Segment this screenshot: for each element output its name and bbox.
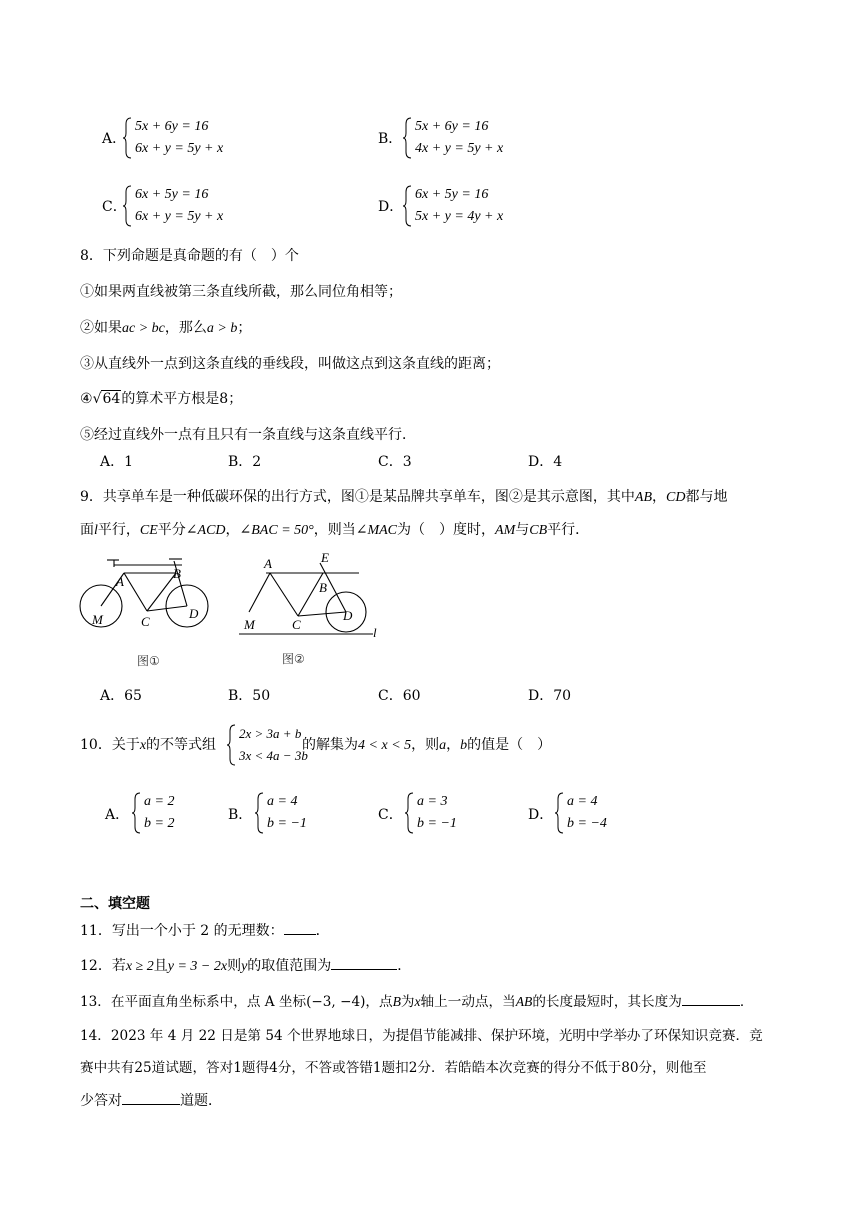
q9-option-a: A．65 — [100, 688, 142, 704]
q10-option-d-system — [555, 791, 625, 835]
q9-mac: ∠MAC — [355, 523, 398, 538]
q10-a: a — [439, 738, 447, 753]
q8-option-a: A．1 — [100, 454, 134, 470]
q10-option-c-eq2: b = −1 — [417, 816, 457, 831]
q9-ab: AB — [634, 490, 653, 505]
fig2-label-l: l — [373, 625, 377, 640]
q9-option-b: B．50 — [228, 688, 271, 704]
q10-post2: ，则 — [411, 737, 440, 753]
q11-answer-blank[interactable] — [284, 920, 316, 935]
q13-mid1: ，点 — [365, 994, 393, 1010]
q12-var: y — [241, 959, 248, 974]
q8-s2-pre: ②如果 — [80, 320, 122, 336]
fig1-label-c: C — [141, 614, 150, 629]
q11 — [80, 920, 330, 941]
brace-icon — [403, 184, 413, 228]
q13-answer-blank[interactable] — [682, 991, 740, 1006]
figure-2-caption: 图② — [282, 652, 305, 666]
q13-mid3: 轴上一动点，当 — [420, 994, 516, 1010]
q10-option-b-letter: B． — [228, 807, 253, 823]
q9-l2-e: ，则当 — [313, 522, 356, 538]
q9-l2-g: 与 — [515, 522, 530, 538]
q7-option-d-eq2: 5x + y = 4y + x — [415, 209, 504, 224]
q8-s4-pre: ④ — [80, 391, 93, 407]
figure-2-diagram — [236, 550, 386, 642]
q10-mid: 的不等式组 — [146, 737, 217, 753]
q12-answer-blank[interactable] — [331, 955, 397, 970]
q10-solution: 4 < x < 5 — [358, 738, 412, 753]
q9-cb: CB — [529, 523, 548, 538]
q13 — [80, 991, 753, 1012]
fig1-label-d: D — [189, 606, 199, 621]
q9-cd: CD — [666, 490, 686, 505]
brace-icon — [123, 116, 133, 160]
q10-option-b-eq1: a = 4 — [267, 794, 298, 809]
fig2-label-b: B — [319, 580, 327, 595]
q10-option-c-letter: C． — [378, 807, 403, 823]
q9-line-1 — [80, 487, 727, 508]
q13-coord: (−3, −4) — [306, 994, 366, 1010]
q9-l2-a: 面 — [80, 522, 94, 538]
q8-stem: 8．下列命题是真命题的有（ ）个 — [80, 248, 299, 264]
q9-l2-d: ， — [225, 522, 240, 538]
brace-icon — [227, 723, 237, 767]
q14-line-2: 赛中共有25道试题，答对1题得4分，不答或答错1题扣2分．若皓皓本次竞赛的得分不低于80分，则他至 — [80, 1060, 707, 1076]
q7-option-d-letter: D． — [378, 199, 404, 215]
q10-sep: ， — [446, 737, 461, 753]
sqrt-symbol: √64 — [92, 391, 121, 407]
q13-end: ． — [739, 994, 754, 1010]
q7-option-b-eq1: 5x + 6y = 16 — [415, 119, 489, 134]
q11-text: 11．写出一个小于 2 的无理数： — [80, 923, 284, 939]
q10-eq1: 2x > 3a + b — [239, 726, 302, 741]
brace-icon — [403, 116, 413, 160]
q10-option-b-eq2: b = −1 — [267, 816, 307, 831]
q8-statement-2 — [80, 318, 251, 339]
q12-mid2: 则 — [227, 958, 242, 974]
q12-func: y = 3 − 2x — [167, 959, 228, 974]
q9-am: AM — [495, 523, 516, 538]
q7-option-c-letter: C． — [102, 199, 127, 215]
q7-option-b-letter: B． — [378, 131, 403, 147]
q11-end: ． — [315, 923, 330, 939]
fig2-label-d: D — [343, 608, 353, 623]
q8-s2-end: ； — [237, 320, 252, 336]
q12-cond: x ≥ 2 — [125, 959, 154, 974]
q10-b: b — [460, 738, 468, 753]
q7-option-b-system — [403, 116, 553, 160]
q12-pre: 12．若 — [80, 958, 126, 974]
q10-pre: 10．关于 — [80, 737, 140, 753]
q13-mid4: 的长度最短时，其长度为 — [532, 994, 682, 1010]
fig2-label-a: A — [264, 556, 272, 571]
q10-option-a-eq2: b = 2 — [144, 816, 175, 831]
q9-l1-text: 9．共享单车是一种低碳环保的出行方式，图①是某品牌共享单车，图②是其示意图，其中 — [80, 489, 635, 505]
q8-statement-5: ⑤经过直线外一点有且只有一条直线与这条直线平行． — [80, 427, 416, 443]
fig1-label-m: M — [92, 612, 103, 627]
q14-end: 道题． — [180, 1093, 222, 1109]
q8-statement-1: ①如果两直线被第三条直线所截，那么同位角相等； — [80, 284, 402, 300]
q7-option-d-system — [403, 184, 553, 228]
q12-mid3: 的取值范围为 — [247, 958, 332, 974]
q10-post1: 的解集为 — [302, 737, 359, 753]
q8-statement-4 — [80, 389, 242, 409]
brace-icon — [255, 791, 265, 835]
q12-mid1: 且 — [153, 958, 168, 974]
q10-option-d-eq2: b = −4 — [567, 816, 607, 831]
q9-l1-end: 都与地 — [685, 489, 728, 505]
q9-ce: CE — [139, 523, 158, 538]
q7-option-a-system — [123, 116, 273, 160]
brace-icon — [555, 791, 565, 835]
q10-option-c-eq1: a = 3 — [417, 794, 448, 809]
q7-option-c-system — [123, 184, 273, 228]
q9-l2-h: 平行． — [547, 522, 590, 538]
q13-mid2: 为 — [400, 994, 415, 1010]
q9-l: l — [94, 523, 98, 538]
figure-1-bike — [74, 556, 224, 646]
q10-system — [227, 723, 317, 767]
q10-option-a-eq1: a = 2 — [144, 794, 175, 809]
q7-option-a-eq2: 6x + y = 5y + x — [135, 141, 224, 156]
q8-s4-radicand: 64 — [102, 391, 121, 407]
q9-bac: ∠BAC = 50° — [239, 523, 314, 538]
fig1-label-b: B — [173, 566, 181, 581]
fig2-label-m: M — [244, 617, 255, 632]
q10-option-c-system — [405, 791, 475, 835]
q8-option-c: C．3 — [378, 454, 412, 470]
fig2-label-e: E — [321, 550, 329, 565]
q14-pre: 少答对 — [80, 1093, 122, 1109]
q7-option-a-eq1: 5x + 6y = 16 — [135, 119, 209, 134]
q13-axis: x — [414, 994, 421, 1009]
q7-option-a-letter: A． — [102, 131, 127, 147]
q8-option-d: D．4 — [528, 454, 563, 470]
q7-option-c-eq1: 6x + 5y = 16 — [135, 187, 209, 202]
q8-s4-post: 的算术平方根是8； — [121, 391, 243, 407]
q8-s2-mid: ，那么 — [164, 320, 207, 336]
q10-option-d-eq1: a = 4 — [567, 794, 598, 809]
q10-option-a-system — [132, 791, 202, 835]
q7-option-d-eq1: 6x + 5y = 16 — [415, 187, 489, 202]
q10-option-d-letter: D． — [528, 807, 554, 823]
q9-l2-b: 平行， — [97, 522, 140, 538]
q9-option-c: C．60 — [378, 688, 421, 704]
fig2-label-c: C — [292, 617, 301, 632]
q10-post3: 的值是（ ） — [467, 737, 552, 753]
q9-l2-f: 为（ ）度时， — [397, 522, 496, 538]
q9-l2-c: 平分 — [157, 522, 186, 538]
q10-eq2: 3x < 4a − 3b — [239, 748, 308, 763]
q14-line-1: 14．2023 年 4 月 22 日是第 54 个世界地球日，为提倡节能减排、保护环境，光明中学举办了环保知识竞赛．竞 — [80, 1028, 763, 1044]
q10-option-a-letter: A． — [105, 807, 130, 823]
q9-acd: ∠ACD — [185, 523, 226, 538]
q9-sep: ， — [652, 489, 667, 505]
brace-icon — [123, 184, 133, 228]
q12 — [80, 955, 411, 977]
q8-s2-cond: ac > bc — [122, 321, 165, 336]
q8-statement-3: ③从直线外一点到这条直线的垂线段，叫做这点到这条直线的距离； — [80, 356, 500, 372]
q14-answer-blank[interactable] — [122, 1090, 180, 1105]
q8-option-b: B．2 — [228, 454, 262, 470]
q9-option-d: D．70 — [528, 688, 572, 704]
q14-line-3 — [80, 1090, 222, 1111]
q8-s2-result: a > b — [206, 321, 238, 336]
q7-option-c-eq2: 6x + y = 5y + x — [135, 209, 224, 224]
fig1-label-a: A — [116, 574, 124, 589]
brace-icon — [132, 791, 142, 835]
q13-seg: AB — [515, 994, 533, 1009]
q13-pt: B — [392, 994, 401, 1009]
q7-option-b-eq2: 4x + y = 5y + x — [415, 141, 504, 156]
q10-var: x — [139, 738, 147, 753]
section-title-fill-in: 二、填空题 — [80, 896, 150, 912]
q10-option-b-system — [255, 791, 325, 835]
q12-end: ． — [397, 958, 412, 974]
q13-pre: 13．在平面直角坐标系中，点 A 坐标 — [80, 994, 307, 1010]
figure-1-caption: 图① — [137, 654, 160, 668]
q9-line-2 — [80, 520, 589, 541]
brace-icon — [405, 791, 415, 835]
